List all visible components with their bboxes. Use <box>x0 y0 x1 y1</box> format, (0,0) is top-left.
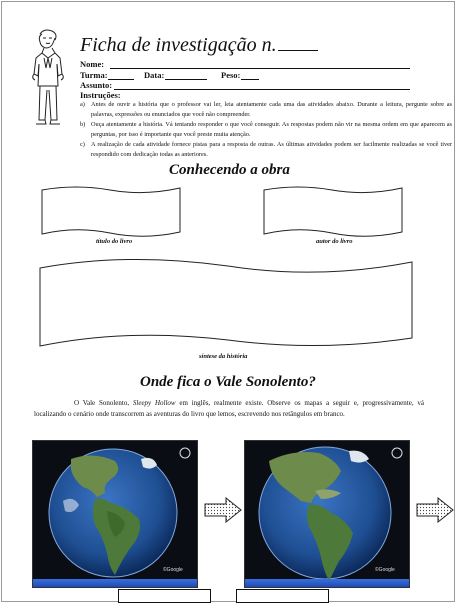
globe-americas-image-1 <box>33 441 197 587</box>
globe-americas-image-2 <box>245 441 409 587</box>
assunto-label: Assunto: <box>80 80 113 90</box>
synopsis-scroll[interactable] <box>38 250 414 354</box>
book-author-scroll[interactable] <box>262 184 404 240</box>
map-2-taskbar <box>245 579 409 587</box>
synopsis-caption: síntese da história <box>199 353 248 360</box>
instruction-c-text: A realização de cada atividade fornece pistas para a resposta de outras. As últimas atividades podem ser facilmente realizadas se você tiver respondido com dedicação todas as anteriores. <box>91 141 452 158</box>
book-title-scroll[interactable] <box>40 184 182 240</box>
instruction-b-text: Ouça atentamente a história. Vá tentando responder o que você conseguir. As respostas podem não vir na mesma ordem em que aparecem as perguntas, por isso é importante que você preste muita atenção. <box>91 121 452 138</box>
map-1-taskbar <box>33 579 197 587</box>
instructions-heading: Instruções: <box>80 90 121 100</box>
data-field[interactable] <box>165 79 207 80</box>
book-author-caption: autor do livro <box>316 238 353 245</box>
map-1-answer-box[interactable] <box>118 589 211 603</box>
arrow-right-icon <box>204 497 242 523</box>
globe-map-2 <box>244 440 410 588</box>
peso-field[interactable] <box>241 79 259 80</box>
instruction-c <box>80 140 452 160</box>
map-1-watermark: ©Google <box>163 567 183 573</box>
vale-paragraph-start: O Vale Sonolento, <box>74 399 133 407</box>
instruction-a <box>80 100 452 120</box>
globe-map-1 <box>32 440 198 588</box>
instruction-a-label: a) <box>80 101 85 108</box>
arrow-right-icon <box>416 497 454 523</box>
instruction-a-text: Antes de ouvir a história que o professor vai ler, leia atentamente cada uma das atividades abaixo. Durante a leitura, pergunte sobre as palavras, expressões ou enunciados que você não compreender. <box>91 101 452 118</box>
instruction-c-label: c) <box>80 141 85 148</box>
worksheet-title <box>80 34 318 57</box>
turma-label: Turma: <box>80 70 108 80</box>
sleepy-hollow-emphasis: Sleepy Hollow <box>132 399 176 407</box>
book-title-caption: título do livro <box>96 238 133 245</box>
peso-label: Peso: <box>221 70 241 80</box>
map-2-watermark: ©Google <box>375 567 395 573</box>
worksheet-title-text: Ficha de investigação n. <box>80 34 277 56</box>
vale-paragraph <box>34 398 424 420</box>
map-2-answer-box[interactable] <box>236 589 329 603</box>
instruction-b <box>80 120 452 140</box>
nome-label: Nome: <box>80 59 105 69</box>
data-label: Data: <box>144 70 165 80</box>
vale-paragraph-rest: em inglês, realmente existe. Observe os mapas a seguir e, progressivamente, vá localizando o cenário onde transcorrem as aventuras do livro que lemos, escrevendo nos retângulos em branco. <box>34 399 424 418</box>
instruction-b-label: b) <box>80 121 86 128</box>
assunto-field[interactable] <box>114 89 410 90</box>
worksheet-number-blank[interactable] <box>278 36 318 51</box>
nome-field[interactable] <box>110 68 410 69</box>
character-illustration <box>22 28 74 132</box>
section-conhecendo-title: Conhecendo a obra <box>169 162 290 178</box>
section-vale-title: Onde fica o Vale Sonolento? <box>140 374 316 390</box>
